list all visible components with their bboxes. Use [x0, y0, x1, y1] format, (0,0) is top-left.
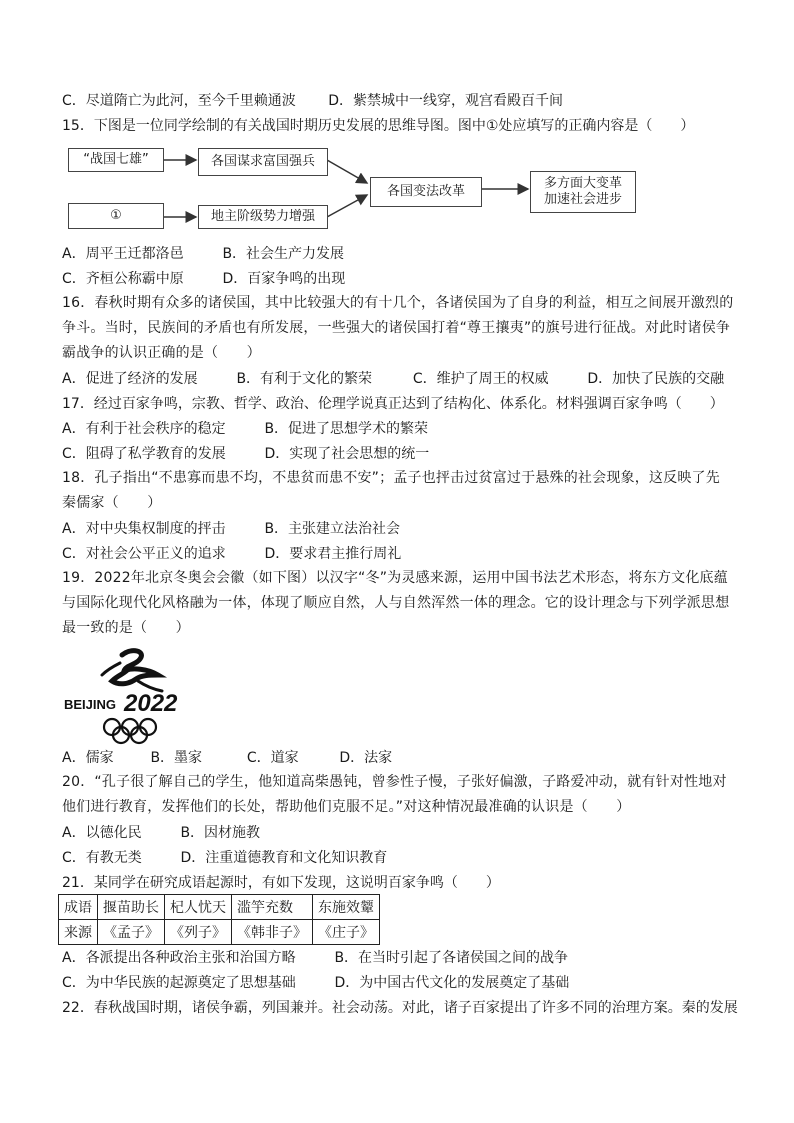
table-cell: 来源 — [59, 920, 98, 945]
q17-option-c: C．阻碍了私学教育的发展 — [62, 446, 226, 462]
q18-stem: 18．孔子指出“不患寡而患不均，不患贫而患不安”；孟子也抨击过贫富过于悬殊的社会现象，这反映了先秦儒家（ ） — [62, 470, 720, 511]
q18-option-c: C．对社会公平正义的追求 — [62, 546, 226, 562]
q15-stem: 15．下图是一位同学绘制的有关战国时期历史发展的思维导图。图中①处应填写的正确内容是（ ） — [62, 118, 695, 134]
beijing-2022-emblem — [62, 645, 202, 745]
q21-option-d: D．为中国古代文化的发展奠定了基础 — [334, 975, 570, 991]
table-cell: 成语 — [59, 895, 98, 920]
q15-option-b: B．社会生产力发展 — [222, 246, 345, 262]
table-cell: 东施效颦 — [313, 895, 380, 920]
svg-text:2022: 2022 — [124, 690, 178, 717]
q21-option-a: A．各派提出各种政治主张和治国方略 — [62, 950, 296, 966]
q21-option-c: C．为中华民族的起源奠定了思想基础 — [62, 975, 296, 991]
beijing-2022-emblem-graphic — [62, 645, 202, 745]
q19-option-a: A．儒家 — [62, 750, 114, 766]
map-box-landlord: 地主阶级势力增强 — [198, 205, 328, 229]
table-cell: 杞人忧天 — [165, 895, 232, 920]
map-box-progress — [530, 171, 636, 213]
q21-stem: 21．某同学在研究成语起源时，有如下发现，这说明百家争鸣（ ） — [62, 875, 500, 891]
q16-stem: 16．春秋时期有众多的诸侯国，其中比较强大的有十几个，各诸侯国为了自身的利益，相互之间展开激烈的争斗。当时，民族间的矛盾也有所发展，一些强大的诸侯国打着“尊王攘夷”的旗号进行征战。对此时诸侯争霸战争的认识正确的是（ ） — [62, 295, 734, 361]
q14-option-c: C．尽道隋亡为此河，至今千里赖通波 — [62, 93, 296, 109]
q17-option-a: A．有利于社会秩序的稳定 — [62, 421, 226, 437]
q17-stem: 17．经过百家争鸣，宗教、哲学、政治、伦理学说真正达到了结构化、体系化。材料强调百家争鸣（ ） — [62, 396, 724, 412]
table-cell: 《韩非子》 — [232, 920, 313, 945]
q18-option-b: B．主张建立法治社会 — [264, 521, 401, 537]
q19-option-d: D．法家 — [339, 750, 393, 766]
q17-option-d: D．实现了社会思想的统一 — [264, 446, 430, 462]
table-row — [59, 895, 380, 920]
q14-option-d: D．紫禁城中一线穿，观宫看殿百千间 — [328, 93, 564, 109]
map-box-warring-states: “战国七雄” — [68, 148, 164, 172]
mind-map-diagram — [62, 141, 642, 225]
q20-option-c: C．有教无类 — [62, 850, 142, 866]
q15-option-a: A．周平王迁都洛邑 — [62, 246, 184, 262]
map-box-reform: 各国变法改革 — [370, 177, 482, 207]
q20-option-b: B．因材施教 — [180, 825, 261, 841]
q15-option-c: C．齐桓公称霸中原 — [62, 271, 184, 287]
table-cell: 滥竽充数 — [232, 895, 313, 920]
map-box-progress-line1: 多方面大变革 — [543, 176, 622, 191]
q19-stem: 19．2022年北京冬奥会会徽（如下图）以汉字“冬”为灵感来源，运用中国书法艺术形态，将东方文化底蕴与国际化现代化风格融为一体，体现了顺应自然，人与自然浑然一体的理念。它的设计理念与下列学派思想最一致的是（ ） — [62, 570, 730, 636]
q20-option-a: A．以德化民 — [62, 825, 142, 841]
q18-option-d: D．要求君主推行周礼 — [264, 546, 402, 562]
q16-option-d: D．加快了民族的交融 — [587, 371, 725, 387]
table-cell: 《列子》 — [165, 920, 232, 945]
q22-stem: 22．春秋战国时期，诸侯争霸，列国兼并。社会动荡。对此，诸子百家提出了许多不同的治理方案。秦的发展 — [62, 1000, 738, 1016]
q20-option-d: D．注重道德教育和文化知识教育 — [180, 850, 388, 866]
q20-stem: 20．“孔子很了解自己的学生，他知道高柴愚钝，曾参性子慢，子张好偏激，子路爱冲动，就有针对性地对他们进行教育，发挥他们的长处，帮助他们克服不足。”对这种情况最准确的认识是（ ） — [62, 774, 727, 815]
q19-option-b: B．墨家 — [150, 750, 203, 766]
q15-option-d: D．百家争鸣的出现 — [222, 271, 346, 287]
table-cell: 《孟子》 — [98, 920, 165, 945]
q16-option-b: B．有利于文化的繁荣 — [236, 371, 373, 387]
svg-text:BEIJING: BEIJING — [64, 697, 117, 712]
q19-option-c: C．道家 — [246, 750, 299, 766]
q18-option-a: A．对中央集权制度的抨击 — [62, 521, 226, 537]
map-box-blank-1: ① — [68, 203, 164, 229]
q17-option-b: B．促进了思想学术的繁荣 — [264, 421, 429, 437]
q16-option-a: A．促进了经济的发展 — [62, 371, 198, 387]
idiom-source-table — [58, 894, 380, 945]
q16-option-c: C．维护了周王的权威 — [412, 371, 549, 387]
map-box-progress-line2: 加速社会进步 — [543, 192, 622, 207]
table-row — [59, 920, 380, 945]
map-box-rich-strong: 各国谋求富国强兵 — [198, 148, 328, 176]
q21-option-b: B．在当时引起了各诸侯国之间的战争 — [334, 950, 569, 966]
table-cell: 《庄子》 — [313, 920, 380, 945]
table-cell: 揠苗助长 — [98, 895, 165, 920]
